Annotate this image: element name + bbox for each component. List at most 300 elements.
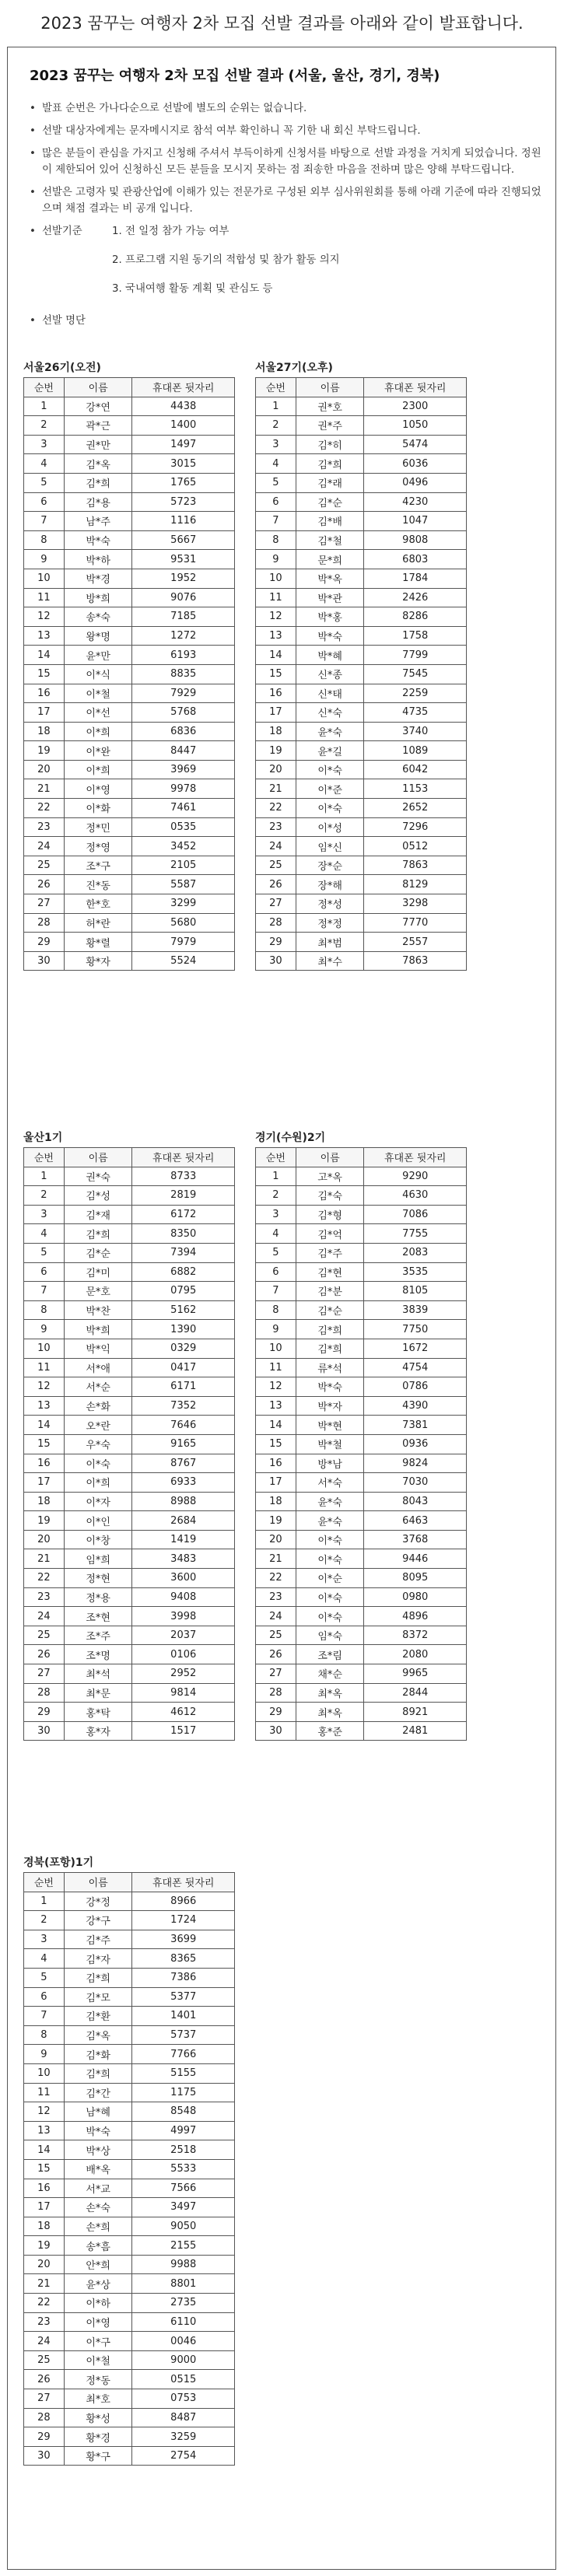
table-row — [24, 2140, 235, 2160]
row-number: 16 — [24, 2179, 65, 2198]
row-phone-digits: 7863 — [364, 856, 467, 875]
column-header-name: 이름 — [296, 378, 364, 397]
row-phone-digits: 2155 — [132, 2236, 235, 2256]
row-name: 박*찬 — [64, 1300, 132, 1320]
results-title: 2023 꿈꾸는 여행자 2차 모집 선발 결과 (서울, 울산, 경기, 경북) — [30, 68, 440, 84]
row-phone-digits: 9408 — [132, 1587, 235, 1607]
table-header-row — [24, 1873, 235, 1892]
table-row — [256, 1530, 467, 1549]
row-number: 12 — [24, 607, 65, 627]
column-header-number: 순번 — [256, 378, 296, 397]
table-row — [24, 1224, 235, 1244]
row-name: 강*연 — [64, 397, 132, 416]
row-phone-digits: 7863 — [364, 951, 467, 971]
row-name: 황*경 — [64, 2427, 132, 2447]
row-phone-digits: 7770 — [364, 913, 467, 933]
row-number: 8 — [24, 2025, 65, 2045]
row-number: 6 — [256, 492, 296, 512]
row-name: 이*식 — [64, 664, 132, 684]
row-name: 신*종 — [296, 664, 364, 684]
table-row — [24, 951, 235, 971]
row-phone-digits: 2754 — [132, 2446, 235, 2466]
row-phone-digits: 7394 — [132, 1243, 235, 1262]
row-number: 27 — [24, 2389, 65, 2409]
table-row — [24, 894, 235, 914]
row-number: 20 — [24, 2255, 65, 2274]
row-phone-digits: 1116 — [132, 512, 235, 531]
row-name: 박*홍 — [296, 607, 364, 627]
row-phone-digits: 6042 — [364, 760, 467, 779]
selection-table — [23, 1147, 235, 1741]
column-header-number: 순번 — [24, 378, 65, 397]
bullet-marker: • — [30, 315, 36, 327]
table-row — [24, 1683, 235, 1703]
row-phone-digits: 0512 — [364, 837, 467, 856]
row-number: 3 — [256, 435, 296, 454]
table-row — [256, 416, 467, 436]
table-row — [256, 1549, 467, 1569]
row-phone-digits: 5474 — [364, 435, 467, 454]
row-name: 김*순 — [296, 492, 364, 512]
table-row — [24, 1492, 235, 1511]
row-number: 26 — [24, 1645, 65, 1664]
row-phone-digits: 9814 — [132, 1683, 235, 1703]
row-name: 손*숙 — [64, 2198, 132, 2217]
row-name: 정*동 — [64, 2370, 132, 2389]
row-number: 14 — [256, 1416, 296, 1435]
notice-text: 선발 대상자에게는 문자메시지로 참석 여부 확인하니 꼭 기한 내 회신 부탁드립니다. — [42, 125, 421, 137]
row-number: 4 — [24, 1224, 65, 1244]
row-name: 김*배 — [296, 512, 364, 531]
table-row — [24, 2198, 235, 2217]
row-number: 23 — [256, 1587, 296, 1607]
column-header-phone: 휴대폰 뒷자리 — [364, 1148, 467, 1167]
table-row — [24, 435, 235, 454]
row-phone-digits: 8966 — [132, 1892, 235, 1911]
row-number: 17 — [256, 1473, 296, 1493]
row-name: 서*숙 — [296, 1473, 364, 1493]
row-phone-digits: 3535 — [364, 1262, 467, 1282]
row-phone-digits: 2259 — [364, 684, 467, 703]
table-row — [24, 933, 235, 952]
row-phone-digits: 8365 — [132, 1949, 235, 1969]
row-name: 박*혜 — [296, 646, 364, 665]
table-row — [24, 1703, 235, 1722]
row-number: 9 — [256, 550, 296, 569]
row-name: 김*순 — [64, 1243, 132, 1262]
row-phone-digits: 3768 — [364, 1530, 467, 1549]
row-name: 우*숙 — [64, 1434, 132, 1454]
row-phone-digits: 2844 — [364, 1683, 467, 1703]
table-row — [24, 1645, 235, 1664]
row-name: 황*성 — [64, 2408, 132, 2427]
row-phone-digits: 2557 — [364, 933, 467, 952]
row-name: 박*경 — [64, 569, 132, 588]
row-number: 5 — [256, 473, 296, 492]
row-phone-digits: 8767 — [132, 1454, 235, 1473]
table-row — [24, 1434, 235, 1454]
row-number: 19 — [256, 1511, 296, 1531]
row-name: 이*숙 — [296, 760, 364, 779]
row-name: 조*림 — [296, 1645, 364, 1664]
row-name: 김*래 — [296, 473, 364, 492]
table-row — [256, 1683, 467, 1703]
row-number: 18 — [256, 722, 296, 741]
results-panel — [7, 47, 556, 2570]
row-name: 진*동 — [64, 875, 132, 894]
table-row — [24, 2370, 235, 2389]
row-number: 26 — [24, 2370, 65, 2389]
row-name: 김*철 — [296, 530, 364, 550]
table-row — [24, 1721, 235, 1741]
table-row — [24, 646, 235, 665]
row-phone-digits: 6110 — [132, 2312, 235, 2332]
row-number: 21 — [24, 1549, 65, 1569]
table-row — [24, 1262, 235, 1282]
table-row — [256, 933, 467, 952]
table-row — [24, 416, 235, 436]
table-row — [256, 722, 467, 741]
table-row — [24, 817, 235, 837]
row-phone-digits: 2952 — [132, 1664, 235, 1684]
row-name: 최*수 — [296, 951, 364, 971]
table-row — [24, 454, 235, 474]
row-number: 11 — [256, 588, 296, 607]
row-phone-digits: 5737 — [132, 2025, 235, 2045]
row-phone-digits: 1952 — [132, 569, 235, 588]
row-number: 29 — [256, 933, 296, 952]
row-name: 서*애 — [64, 1358, 132, 1377]
row-number: 17 — [24, 1473, 65, 1493]
row-phone-digits: 7755 — [364, 1224, 467, 1244]
row-number: 27 — [24, 1664, 65, 1684]
row-phone-digits: 0106 — [132, 1645, 235, 1664]
row-phone-digits: 4997 — [132, 2121, 235, 2140]
row-phone-digits: 2300 — [364, 397, 467, 416]
row-phone-digits: 9000 — [132, 2350, 235, 2370]
table-row — [256, 1416, 467, 1435]
row-number: 13 — [256, 626, 296, 646]
table-row — [24, 779, 235, 799]
table-row — [24, 512, 235, 531]
row-number: 23 — [256, 817, 296, 837]
selection-table — [23, 1872, 235, 2466]
row-number: 5 — [24, 1243, 65, 1262]
row-phone-digits: 1175 — [132, 2083, 235, 2102]
row-name: 고*옥 — [296, 1167, 364, 1186]
row-number: 30 — [256, 951, 296, 971]
row-number: 19 — [24, 1511, 65, 1531]
row-name: 김*억 — [296, 1224, 364, 1244]
row-name: 이*완 — [64, 741, 132, 761]
row-name: 이*준 — [296, 779, 364, 799]
row-phone-digits: 7750 — [364, 1320, 467, 1339]
criteria-block — [30, 223, 543, 310]
row-phone-digits: 4390 — [364, 1396, 467, 1416]
row-name: 정*현 — [64, 1569, 132, 1588]
bullet-marker: • — [30, 103, 36, 114]
row-phone-digits: 7979 — [132, 933, 235, 952]
table-row — [256, 1377, 467, 1397]
row-name: 이*숙 — [296, 1530, 364, 1549]
table-row — [256, 1262, 467, 1282]
table-row — [24, 1358, 235, 1377]
row-name: 강*구 — [64, 1911, 132, 1930]
row-name: 박*철 — [296, 1434, 364, 1454]
row-name: 이*철 — [64, 684, 132, 703]
row-phone-digits: 9446 — [364, 1549, 467, 1569]
row-name: 안*희 — [64, 2255, 132, 2274]
table-row — [24, 1167, 235, 1186]
table-row — [256, 569, 467, 588]
row-name: 홍*준 — [296, 1721, 364, 1741]
table-row — [256, 1186, 467, 1206]
row-name: 권*만 — [64, 435, 132, 454]
table-row — [256, 741, 467, 761]
table-row — [24, 569, 235, 588]
row-phone-digits: 4754 — [364, 1358, 467, 1377]
row-name: 이*영 — [64, 2312, 132, 2332]
table-row — [256, 684, 467, 703]
row-name: 방*남 — [296, 1454, 364, 1473]
row-name: 류*석 — [296, 1358, 364, 1377]
row-name: 박*하 — [64, 550, 132, 569]
row-phone-digits: 3483 — [132, 1549, 235, 1569]
row-number: 2 — [256, 1186, 296, 1206]
table-header-row — [256, 378, 467, 397]
row-name: 김*재 — [64, 1205, 132, 1224]
row-phone-digits: 7646 — [132, 1416, 235, 1435]
table-row — [24, 1511, 235, 1531]
group-gyeonggi-2 — [255, 1129, 467, 1741]
row-name: 윤*숙 — [296, 1492, 364, 1511]
row-number: 26 — [256, 1645, 296, 1664]
bullet-marker: • — [30, 148, 36, 159]
row-phone-digits: 1419 — [132, 1530, 235, 1549]
row-number: 11 — [24, 588, 65, 607]
row-name: 최*호 — [64, 2389, 132, 2409]
row-number: 22 — [256, 799, 296, 818]
table-row — [24, 530, 235, 550]
row-phone-digits: 7086 — [364, 1205, 467, 1224]
row-phone-digits: 7799 — [364, 646, 467, 665]
row-phone-digits: 9076 — [132, 588, 235, 607]
table-row — [256, 1224, 467, 1244]
row-phone-digits: 4735 — [364, 703, 467, 723]
table-row — [256, 894, 467, 914]
row-phone-digits: 1672 — [364, 1339, 467, 1358]
row-number: 10 — [256, 569, 296, 588]
row-phone-digits: 2735 — [132, 2294, 235, 2313]
column-header-phone: 휴대폰 뒷자리 — [132, 1873, 235, 1892]
table-row — [24, 2427, 235, 2447]
row-number: 2 — [24, 1911, 65, 1930]
table-row — [256, 817, 467, 837]
row-number: 22 — [24, 2294, 65, 2313]
table-row — [256, 1587, 467, 1607]
table-row — [256, 837, 467, 856]
row-number: 14 — [256, 646, 296, 665]
group-title: 경기(수원)2기 — [255, 1132, 326, 1144]
table-row — [24, 799, 235, 818]
row-name: 박*현 — [296, 1416, 364, 1435]
table-row — [256, 1626, 467, 1645]
row-name: 김*희 — [64, 2063, 132, 2083]
table-row — [24, 397, 235, 416]
row-phone-digits: 7296 — [364, 817, 467, 837]
row-phone-digits: 5162 — [132, 1300, 235, 1320]
row-number: 23 — [24, 2312, 65, 2332]
row-number: 24 — [256, 1607, 296, 1626]
table-row — [24, 2332, 235, 2351]
row-phone-digits: 5377 — [132, 1987, 235, 2007]
row-phone-digits: 8286 — [364, 607, 467, 627]
row-phone-digits: 3452 — [132, 837, 235, 856]
row-number: 20 — [24, 1530, 65, 1549]
row-phone-digits: 0046 — [132, 2332, 235, 2351]
row-name: 김*미 — [64, 1262, 132, 1282]
table-row — [24, 760, 235, 779]
row-number: 12 — [24, 1377, 65, 1397]
row-name: 이*순 — [296, 1569, 364, 1588]
row-phone-digits: 9808 — [364, 530, 467, 550]
row-phone-digits: 1153 — [364, 779, 467, 799]
row-name: 이*숙 — [296, 1587, 364, 1607]
row-phone-digits: 6171 — [132, 1377, 235, 1397]
group-seoul-26 — [23, 359, 235, 971]
row-phone-digits: 8801 — [132, 2274, 235, 2294]
row-name: 채*순 — [296, 1664, 364, 1684]
row-number: 7 — [24, 2007, 65, 2026]
row-number: 5 — [24, 473, 65, 492]
table-row — [24, 2025, 235, 2045]
row-name: 이*숙 — [64, 1454, 132, 1473]
row-number: 8 — [24, 1300, 65, 1320]
row-name: 남*혜 — [64, 2102, 132, 2122]
row-number: 28 — [24, 913, 65, 933]
row-phone-digits: 3699 — [132, 1930, 235, 1949]
table-row — [24, 2446, 235, 2466]
row-number: 13 — [256, 1396, 296, 1416]
table-row — [24, 1282, 235, 1301]
row-name: 임*신 — [296, 837, 364, 856]
table-row — [24, 588, 235, 607]
table-row — [24, 1396, 235, 1416]
row-phone-digits: 8105 — [364, 1282, 467, 1301]
table-row — [256, 1243, 467, 1262]
row-name: 김*형 — [296, 1205, 364, 1224]
column-header-name: 이름 — [64, 1148, 132, 1167]
row-number: 12 — [256, 607, 296, 627]
row-number: 1 — [24, 397, 65, 416]
row-number: 27 — [256, 1664, 296, 1684]
table-row — [256, 1434, 467, 1454]
row-phone-digits: 7381 — [364, 1416, 467, 1435]
table-row — [24, 913, 235, 933]
row-number: 29 — [24, 933, 65, 952]
row-number: 14 — [24, 2140, 65, 2160]
selection-table — [23, 377, 235, 971]
row-name: 김*환 — [64, 2007, 132, 2026]
table-row — [24, 1473, 235, 1493]
table-row — [256, 1358, 467, 1377]
row-phone-digits: 2684 — [132, 1511, 235, 1531]
row-phone-digits: 8733 — [132, 1167, 235, 1186]
row-number: 9 — [24, 2045, 65, 2064]
row-phone-digits: 8988 — [132, 1492, 235, 1511]
row-phone-digits: 0795 — [132, 1282, 235, 1301]
row-number: 8 — [256, 530, 296, 550]
row-phone-digits: 9978 — [132, 779, 235, 799]
row-phone-digits: 7386 — [132, 1968, 235, 1987]
row-number: 17 — [256, 703, 296, 723]
row-name: 김*옥 — [64, 2025, 132, 2045]
row-number: 6 — [24, 1262, 65, 1282]
row-name: 이*숙 — [296, 1549, 364, 1569]
table-row — [256, 492, 467, 512]
row-phone-digits: 3839 — [364, 1300, 467, 1320]
table-row — [256, 1396, 467, 1416]
row-number: 19 — [24, 741, 65, 761]
row-phone-digits: 1724 — [132, 1911, 235, 1930]
row-phone-digits: 3299 — [132, 894, 235, 914]
row-phone-digits: 1497 — [132, 435, 235, 454]
row-number: 16 — [24, 1454, 65, 1473]
row-number: 7 — [24, 512, 65, 531]
row-phone-digits: 7461 — [132, 799, 235, 818]
row-name: 이*희 — [64, 760, 132, 779]
row-name: 윤*상 — [64, 2274, 132, 2294]
row-phone-digits: 9050 — [132, 2217, 235, 2236]
row-number: 15 — [256, 1434, 296, 1454]
column-header-name: 이름 — [64, 378, 132, 397]
row-number: 1 — [24, 1167, 65, 1186]
table-row — [256, 1703, 467, 1722]
row-number: 29 — [24, 2427, 65, 2447]
row-name: 이*화 — [64, 799, 132, 818]
row-number: 28 — [256, 1683, 296, 1703]
row-phone-digits: 8095 — [364, 1569, 467, 1588]
row-name: 이*숙 — [296, 799, 364, 818]
row-name: 김*분 — [296, 1282, 364, 1301]
table-row — [256, 1492, 467, 1511]
row-number: 2 — [24, 416, 65, 436]
row-phone-digits: 8043 — [364, 1492, 467, 1511]
row-number: 24 — [24, 2332, 65, 2351]
page-headline: 2023 꿈꾸는 여행자 2차 모집 선발 결과를 아래와 같이 발표합니다. — [40, 14, 524, 33]
table-row — [24, 626, 235, 646]
row-number: 5 — [24, 1968, 65, 1987]
criteria-label: 선발기준 — [42, 226, 82, 237]
row-name: 김*성 — [64, 1186, 132, 1206]
row-number: 15 — [24, 2159, 65, 2179]
row-name: 김*용 — [64, 492, 132, 512]
table-row — [24, 722, 235, 741]
row-number: 24 — [256, 837, 296, 856]
row-phone-digits: 8447 — [132, 741, 235, 761]
table-row — [24, 2159, 235, 2179]
table-row — [24, 2083, 235, 2102]
row-number: 26 — [24, 875, 65, 894]
row-phone-digits: 6933 — [132, 1473, 235, 1493]
table-row — [256, 588, 467, 607]
row-name: 최*석 — [64, 1664, 132, 1684]
table-row — [256, 607, 467, 627]
row-number: 9 — [24, 550, 65, 569]
row-number: 5 — [256, 1243, 296, 1262]
row-phone-digits: 8548 — [132, 2102, 235, 2122]
table-row — [24, 2121, 235, 2140]
